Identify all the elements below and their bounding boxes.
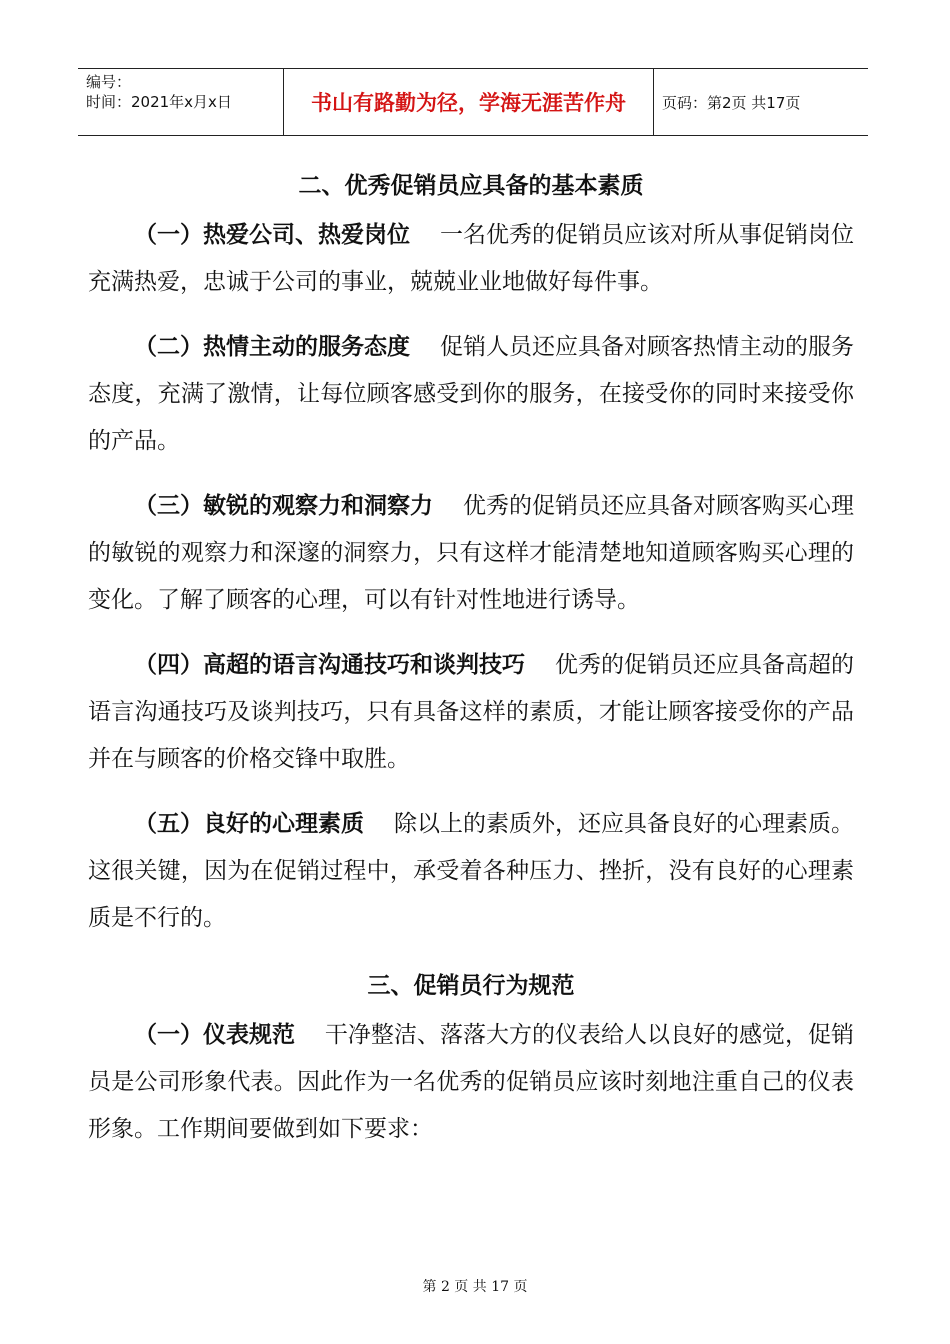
section-title: 二、优秀促销员应具备的基本素质 bbox=[298, 173, 644, 199]
paragraph bbox=[88, 1012, 854, 1153]
paragraph-heading: （一）热爱公司、热爱岗位 bbox=[134, 222, 411, 248]
paragraph-heading: （二）热情主动的服务态度 bbox=[134, 334, 411, 360]
paragraph-heading: （四）高超的语言沟通技巧和谈判技巧 bbox=[134, 652, 526, 678]
header-page-info: 页码：第2页 共17页 bbox=[662, 93, 801, 112]
number-label: 编号： bbox=[86, 73, 132, 91]
paragraph-text: 促销人员还应具备对顾客热情主动的服务态度，充满了激情，让每位顾客感受到你的服务，在接受你的同时来接受你的产品。 bbox=[88, 334, 855, 454]
paragraph-text: 除以上的素质外，还应具备良好的心理素质。这很关键，因为在促销过程中，承受着各种压力、挫折，没有良好的心理素质是不行的。 bbox=[88, 811, 855, 931]
paragraph-text: 优秀的促销员还应具备对顾客购买心理的敏锐的观察力和深邃的洞察力，只有这样才能清楚地知道顾客购买心理的变化。了解了顾客的心理，可以有针对性地进行诱导。 bbox=[88, 493, 855, 613]
paragraph bbox=[88, 212, 854, 306]
paragraph-heading: （三）敏锐的观察力和洞察力 bbox=[134, 493, 434, 519]
document-body bbox=[88, 160, 854, 1171]
paragraph-text: 优秀的促销员还应具备高超的语言沟通技巧及谈判技巧，只有具备这样的素质，才能让顾客接受你的产品并在与顾客的价格交锋中取胜。 bbox=[88, 652, 855, 772]
paragraph bbox=[88, 642, 854, 783]
page-header bbox=[78, 68, 868, 136]
paragraph bbox=[88, 801, 854, 942]
header-motto: 书山有路勤为径，学海无涯苦作舟 bbox=[284, 69, 654, 135]
page-footer: 第 2 页 共 17 页 bbox=[422, 1279, 528, 1295]
header-meta bbox=[78, 69, 284, 135]
paragraph-text: 干净整洁、落落大方的仪表给人以良好的感觉，促销员是公司形象代表。因此作为一名优秀的促销员应该时刻地注重自己的仪表形象。工作期间要做到如下要求： bbox=[88, 1022, 855, 1142]
paragraph-heading: （五）良好的心理素质 bbox=[134, 811, 365, 837]
date-label: 时间：2021年x月x日 bbox=[86, 93, 232, 111]
paragraph-text: 一名优秀的促销员应该对所从事促销岗位充满热爱，忠诚于公司的事业，兢兢业业地做好每件事。 bbox=[88, 222, 855, 295]
paragraph bbox=[88, 324, 854, 465]
paragraph-heading: （一）仪表规范 bbox=[134, 1022, 296, 1048]
paragraph bbox=[88, 483, 854, 624]
section-title: 三、促销员行为规范 bbox=[367, 973, 575, 999]
